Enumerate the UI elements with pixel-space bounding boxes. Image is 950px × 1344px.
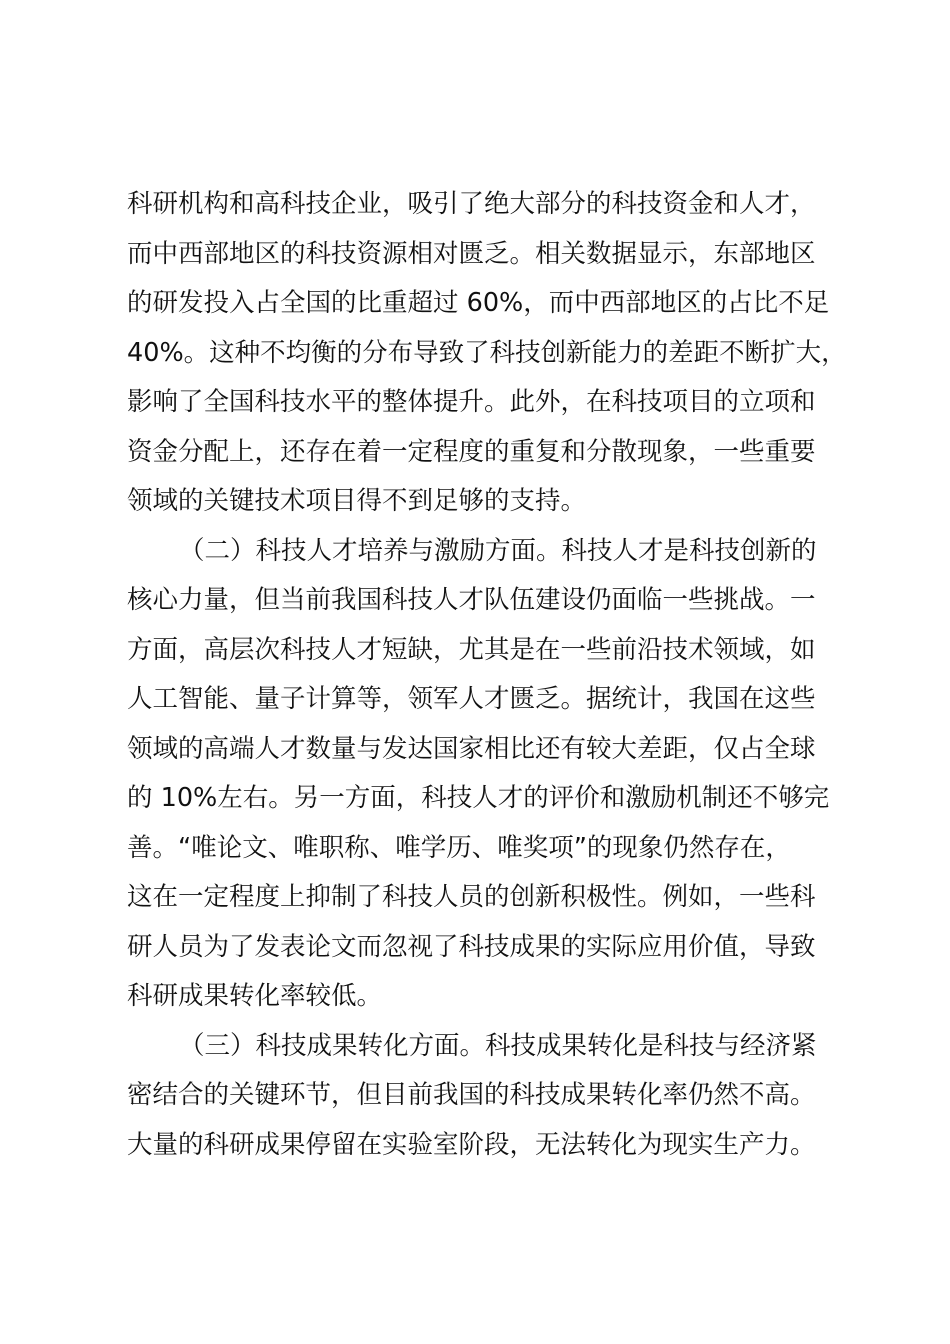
section-heading-line: （二）科技人才培养与激励方面。科技人才是科技创新的 <box>179 535 817 566</box>
paragraph-section-3 <box>127 1022 853 1171</box>
text-line: 的研发投入占全国的比重超过 60%，而中西部地区的占比不足 <box>127 288 830 318</box>
text-line: 密结合的关键环节，但目前我国的科技成果转化率仍然不高。 <box>127 1080 816 1110</box>
text-line: 这在一定程度上抑制了科技人员的创新积极性。例如，一些科 <box>127 882 816 912</box>
text-line: 方面，高层次科技人才短缺，尤其是在一些前沿技术领域，如 <box>127 634 816 665</box>
text-line: 领域的高端人才数量与发达国家相比还有较大差距，仅占全球 <box>127 733 816 764</box>
text-line: 领域的关键技术项目得不到足够的支持。 <box>127 486 587 516</box>
text-line: 影响了全国科技水平的整体提升。此外，在科技项目的立项和 <box>127 387 816 417</box>
text-line: 科研成果转化率较低。 <box>127 981 383 1011</box>
text-line: 而中西部地区的科技资源相对匮乏。相关数据显示，东部地区 <box>127 238 816 269</box>
text-line: 科研机构和高科技企业，吸引了绝大部分的科技资金和人才， <box>127 189 816 219</box>
paragraph-section-2 <box>127 527 853 1022</box>
section-heading-line: （三）科技成果转化方面。科技成果转化是科技与经济紧 <box>179 1030 817 1061</box>
text-line: 人工智能、量子计算等，领军人才匮乏。据统计，我国在这些 <box>127 684 816 714</box>
text-line: 资金分配上，还存在着一定程度的重复和分散现象，一些重要 <box>127 436 816 467</box>
text-line: 的 10%左右。另一方面，科技人才的评价和激励机制还不够完 <box>127 783 830 813</box>
paragraph-continuation <box>127 180 853 527</box>
text-line: 40%。这种不均衡的分布导致了科技创新能力的差距不断扩大， <box>127 337 847 368</box>
text-line: 善。“唯论文、唯职称、唯学历、唯奖项”的现象仍然存在， <box>127 832 791 863</box>
text-line: 研人员为了发表论文而忽视了科技成果的实际应用价值，导致 <box>127 931 816 962</box>
document-body <box>127 180 853 1170</box>
text-line: 核心力量，但当前我国科技人才队伍建设仍面临一些挑战。一 <box>127 585 816 615</box>
text-line: 大量的科研成果停留在实验室阶段，无法转化为现实生产力。 <box>127 1129 816 1160</box>
